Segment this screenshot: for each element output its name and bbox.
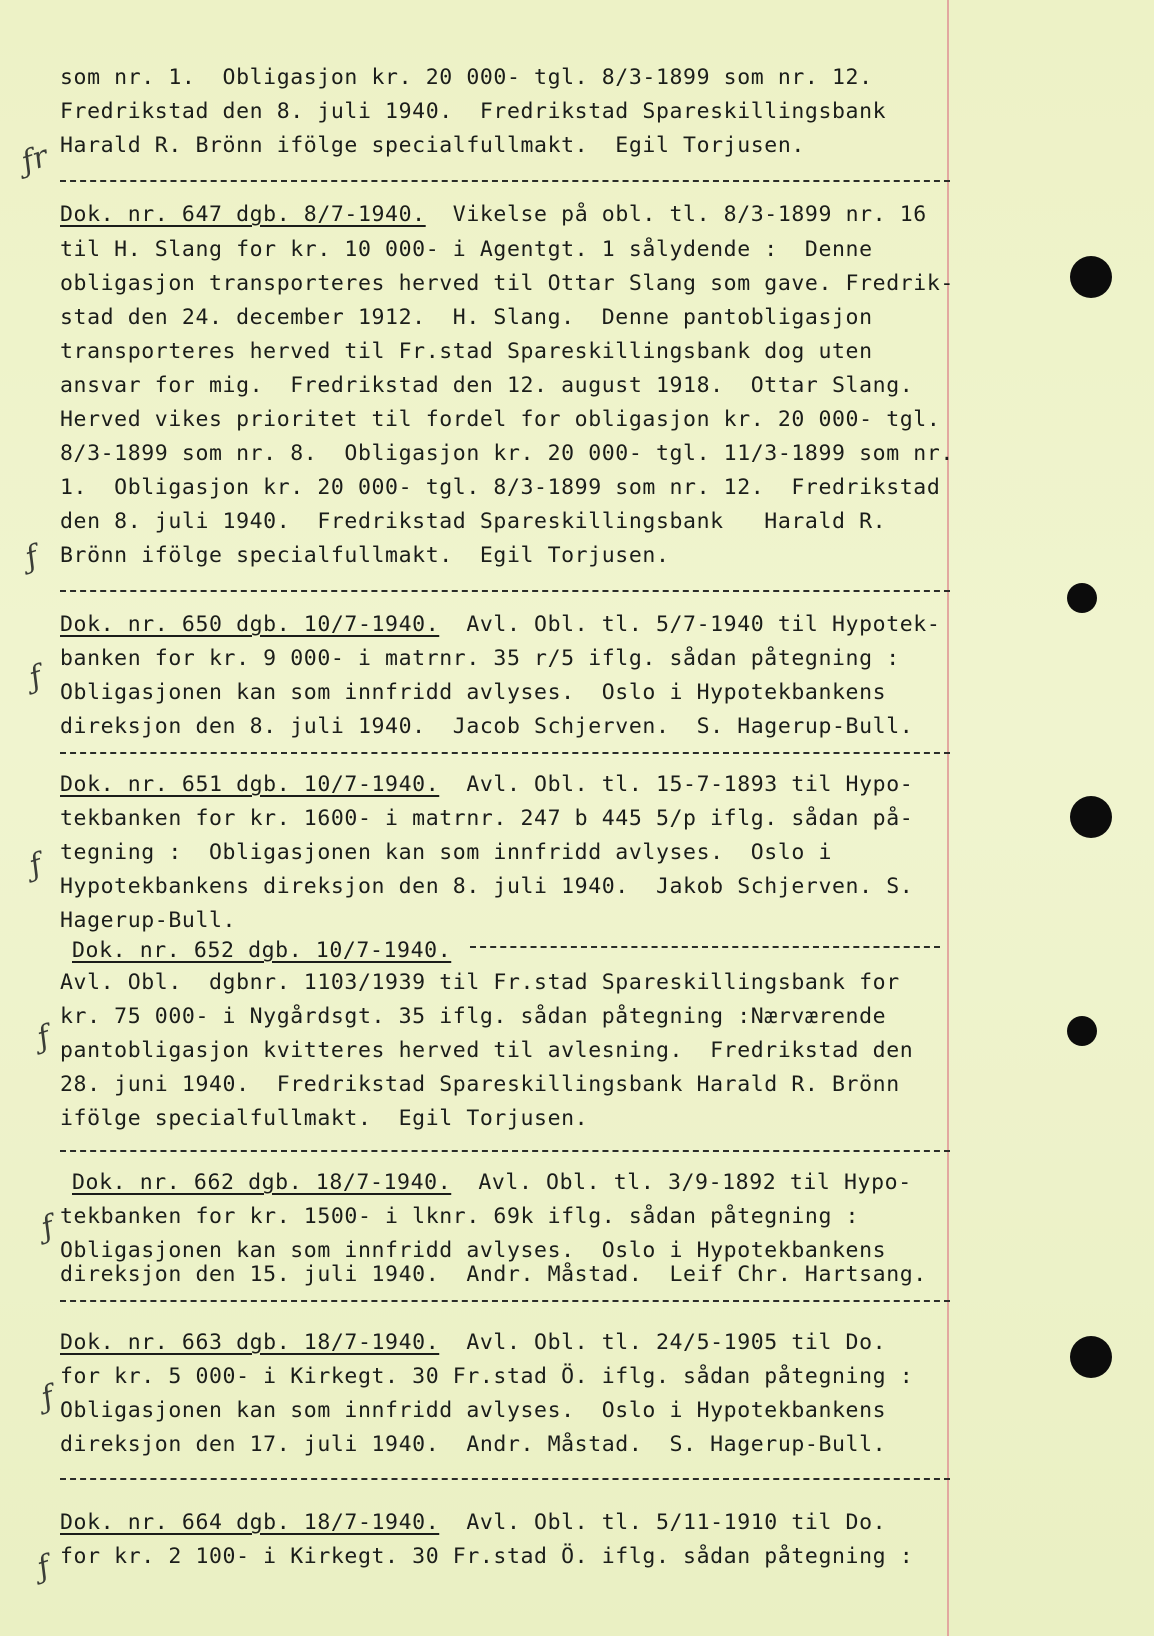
entry-heading: Dok. nr. 651 dgb. 10/7-1940. (60, 772, 440, 797)
section-separator (60, 590, 950, 592)
text-line: Avl. Obl. tl. 24/5-1905 til Do. (439, 1330, 887, 1355)
margin-check-mark: ƒ (36, 1209, 59, 1246)
section-separator (60, 1478, 950, 1480)
punch-hole (1067, 583, 1097, 613)
text-line: Avl. Obl. tl. 3/9-1892 til Hypo- (451, 1170, 912, 1195)
text-line: Obligasjonen kan som innfridd avlyses. Oslo i Hypotekbankens (60, 1398, 887, 1423)
text-line: den 8. juli 1940. Fredrikstad Spareskillingsbank Harald R. (60, 509, 887, 534)
text-line: direksjon den 15. juli 1940. Andr. Måstad. Leif Chr. Hartsang. (60, 1262, 927, 1287)
text-line: stad den 24. december 1912. H. Slang. Denne pantobligasjon (60, 305, 873, 330)
text-line: Obligasjonen kan som innfridd avlyses. Oslo i Hypotekbankens (60, 1238, 887, 1263)
text-line: Avl. Obl. tl. 5/7-1940 til Hypotek- (439, 612, 941, 637)
margin-check-mark: ƒ (36, 1379, 59, 1416)
margin-rule (947, 0, 949, 1636)
text-line: Harald R. Brönn ifölge specialfullmakt. Egil Torjusen. (60, 133, 805, 158)
text-line: 28. juni 1940. Fredrikstad Spareskillingsbank Harald R. Brönn (60, 1072, 900, 1097)
text-line: for kr. 2 100- i Kirkegt. 30 Fr.stad Ö. iflg. sådan påtegning : (60, 1544, 914, 1569)
text-line: Avl. Obl. dgbnr. 1103/1939 til Fr.stad Spareskillingsbank for (60, 970, 900, 995)
text-line: obligasjon transporteres herved til Ottar Slang som gave. Fredrik- (60, 271, 954, 296)
section-separator (470, 946, 940, 948)
text-line: direksjon den 8. juli 1940. Jacob Schjerven. S. Hagerup-Bull. (60, 714, 914, 739)
section-separator (60, 752, 950, 754)
entry-line (72, 936, 451, 966)
entry-line (72, 1168, 912, 1198)
text-line: banken for kr. 9 000- i matrnr. 35 r/5 iflg. sådan påtegning : (60, 646, 900, 671)
text-line: tegning : Obligasjonen kan som innfridd avlyses. Oslo i (60, 840, 833, 865)
entry-line (60, 770, 913, 800)
text-line: Avl. Obl. tl. 15-7-1893 til Hypo- (439, 772, 914, 797)
text-line: Obligasjonen kan som innfridd avlyses. Oslo i Hypotekbankens (60, 680, 887, 705)
entry-heading: Dok. nr. 652 dgb. 10/7-1940. (72, 938, 452, 963)
text-line: tekbanken for kr. 1500- i lknr. 69k iflg. sådan påtegning : (60, 1204, 860, 1229)
text-line: Hagerup-Bull. (60, 908, 237, 933)
entry-heading: Dok. nr. 664 dgb. 18/7-1940. (60, 1510, 440, 1535)
punch-hole (1067, 1016, 1097, 1046)
punch-hole (1070, 1336, 1112, 1378)
margin-check-mark: ƒ (20, 539, 43, 576)
section-separator (60, 180, 950, 182)
margin-check-mark: ƒr (17, 138, 53, 181)
text-line: til H. Slang for kr. 10 000- i Agentgt. 1 sålydende : Denne (60, 237, 873, 262)
entry-heading: Dok. nr. 650 dgb. 10/7-1940. (60, 612, 440, 637)
entry-line (60, 610, 940, 640)
text-line: tekbanken for kr. 1600- i matrnr. 247 b 445 5/p iflg. sådan på- (60, 806, 914, 831)
entry-heading: Dok. nr. 663 dgb. 18/7-1940. (60, 1330, 440, 1355)
section-separator (60, 1300, 950, 1302)
text-line: 1. Obligasjon kr. 20 000- tgl. 8/3-1899 som nr. 12. Fredrikstad (60, 475, 941, 500)
text-line: Brönn ifölge specialfullmakt. Egil Torjusen. (60, 543, 670, 568)
margin-check-mark: ƒ (32, 1019, 55, 1056)
text-line: som nr. 1. Obligasjon kr. 20 000- tgl. 8/3-1899 som nr. 12. (60, 65, 873, 90)
punch-hole (1070, 256, 1112, 298)
text-line: Fredrikstad den 8. juli 1940. Fredrikstad Spareskillingsbank (60, 99, 887, 124)
margin-check-mark: ƒ (24, 847, 47, 884)
margin-check-mark: ƒ (24, 659, 47, 696)
text-line: for kr. 5 000- i Kirkegt. 30 Fr.stad Ö. iflg. sådan påtegning : (60, 1364, 914, 1389)
section-separator (60, 1150, 950, 1152)
entry-line (60, 1508, 886, 1538)
text-line: ifölge specialfullmakt. Egil Torjusen. (60, 1106, 589, 1131)
text-line: Avl. Obl. tl. 5/11-1910 til Do. (439, 1510, 887, 1535)
text-line: 8/3-1899 som nr. 8. Obligasjon kr. 20 000- tgl. 11/3-1899 som nr. (60, 441, 954, 466)
text-line: pantobligasjon kvitteres herved til avlesning. Fredrikstad den (60, 1038, 914, 1063)
text-line: transporteres herved til Fr.stad Spareskillingsbank dog uten (60, 339, 873, 364)
text-line: Hypotekbankens direksjon den 8. juli 1940. Jakob Schjerven. S. (60, 874, 914, 899)
entry-heading: Dok. nr. 647 dgb. 8/7-1940. (60, 202, 426, 227)
text-line: Herved vikes prioritet til fordel for obligasjon kr. 20 000- tgl. (60, 407, 941, 432)
text-line: direksjon den 17. juli 1940. Andr. Måstad. S. Hagerup-Bull. (60, 1432, 887, 1457)
entry-line (60, 200, 927, 230)
entry-line (60, 1328, 886, 1358)
text-line: Vikelse på obl. tl. 8/3-1899 nr. 16 (425, 202, 927, 227)
entry-heading: Dok. nr. 662 dgb. 18/7-1940. (72, 1170, 452, 1195)
punch-hole (1070, 796, 1112, 838)
text-line: kr. 75 000- i Nygårdsgt. 35 iflg. sådan påtegning :Nærværende (60, 1004, 887, 1029)
text-line: ansvar for mig. Fredrikstad den 12. august 1918. Ottar Slang. (60, 373, 914, 398)
margin-check-mark: ƒ (32, 1549, 55, 1586)
